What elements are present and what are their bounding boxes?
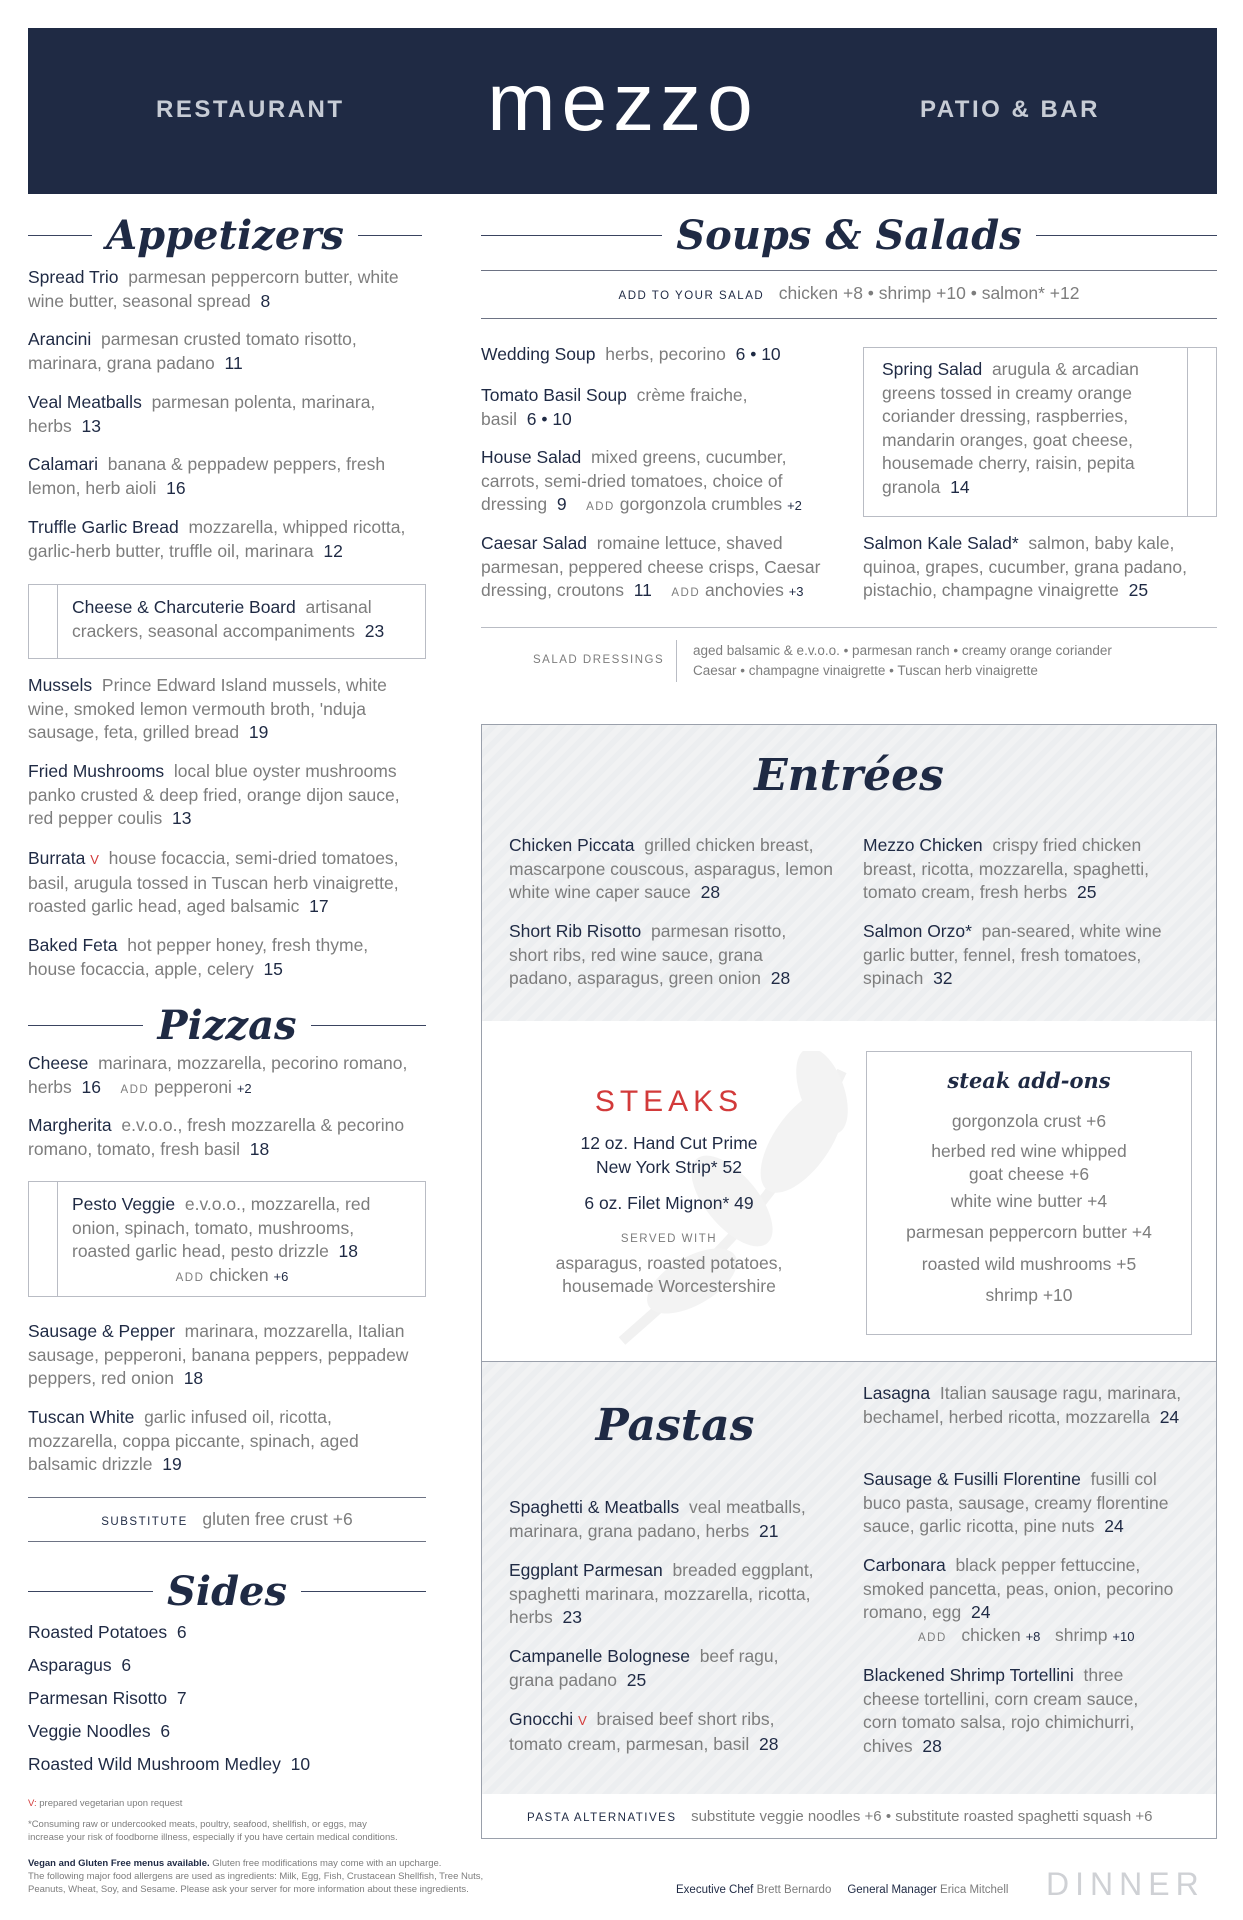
steak-item: 12 oz. Hand Cut Prime New York Strip* 52 [580,1133,758,1177]
divider [28,1541,426,1542]
menu-item: Campanelle Bolognese beef ragu, grana padano 25 [509,1646,779,1690]
salad-dressings-list: aged balsamic & e.v.o.o. • parmesan ranch • creamy orange coriander Caesar • champagne vinaigrette • Tuscan herb vinaigrette [693,643,1112,678]
sides-heading [28,1568,426,1615]
soups-salads-title: Soups & Salads [676,212,1022,259]
menu-item: Lasagna Italian sausage ragu, marinara, bechamel, herbed ricotta, mozzarella 24 [863,1383,1182,1427]
appetizers-heading [28,212,422,259]
staff-credits: Executive Chef Brett Bernardo General Manager Erica Mitchell [676,1884,1009,1896]
allergen-note: Vegan and Gluten Free menus available. Gluten free modifications may come with an upcharge. The following major food allergens are used as ingredients: Milk, Egg, Fish, Crustacean Shellfish, Tree Nuts, Peanuts, Wheat, Soy, and Sesame. Please ask your server for more information about these ingredients. [28,1858,484,1895]
menu-item: Margherita e.v.o.o., fresh mozzarella & pecorino romano, tomato, fresh basil 18 [28,1115,405,1159]
steak-served-with: SERVED WITH asparagus, roasted potatoes, housemade Worcestershire [555,1233,783,1296]
side-item: Asparagus 6 [28,1655,132,1675]
steak-item: 6 oz. Filet Mignon* 49 [584,1193,754,1213]
menu-item: Truffle Garlic Bread mozzarella, whipped ricotta, garlic-herb butter, truffle oil, marinara 12 [28,517,406,561]
steak-addons-list: gorgonzola crust +6 herbed red wine whipped goat cheese +6 white wine butter +4 parmesan peppercorn butter +4 roasted wild mushrooms +5 shrimp +10 [906,1111,1152,1305]
menu-item: Cheese & Charcuterie Board artisanal crackers, seasonal accompaniments 23 [72,597,385,641]
menu-item: House Salad mixed greens, cucumber, carrots, semi-dried tomatoes, choice of dressing 9 ADD gorgonzola crumbles +2 [481,447,802,514]
pasta-alternatives: PASTA ALTERNATIVES substitute veggie noodles +6 • substitute roasted spaghetti squash +6 [481,1794,1217,1839]
menu-item: Blackened Shrimp Tortellini three cheese tortellini, corn cream sauce, corn tomato salsa, rojo chimichurri, chives 28 [863,1665,1139,1756]
divider [28,1497,426,1498]
menu-type-label: DINNER [1046,1866,1205,1902]
divider [481,270,1217,271]
menu-item: Spring Salad arugula & arcadian greens tossed in creamy orange coriander dressing, raspberries, mandarin oranges, goat cheese, housemade cherry, raisin, pepita granola 14 [882,359,1139,497]
menu-item: Calamari banana & peppadew peppers, fresh lemon, herb aioli 16 [28,454,386,498]
header-restaurant: RESTAURANT [156,96,345,123]
add-on: ADD chicken +6 [175,1265,289,1285]
menu-item: Chicken Piccata grilled chicken breast, mascarpone couscous, asparagus, lemon white wine caper sauce 28 [509,835,833,902]
add-on: ADD chicken +8 shrimp +10 [918,1625,1135,1645]
steak-addons-title: steak add-ons [947,1068,1111,1093]
side-item: Roasted Wild Mushroom Medley 10 [28,1754,311,1774]
appetizers-title: Appetizers [106,212,344,259]
header-banner [28,28,1217,194]
side-item: Parmesan Risotto 7 [28,1688,187,1708]
logo: mezzo [487,57,759,148]
header-patio-bar: PATIO & BAR [920,96,1100,123]
menu-item: Baked Feta hot pepper honey, fresh thyme, house focaccia, apple, celery 15 [28,935,369,979]
side-item: Veggie Noodles 6 [28,1721,171,1741]
pizzas-title: Pizzas [157,1002,297,1049]
menu-item: Sausage & Fusilli Florentine fusilli col buco pasta, sausage, creamy florentine sauce, garlic ricotta, pine nuts 24 [863,1469,1169,1536]
menu-item: Mezzo Chicken crispy fried chicken breast, ricotta, mozzarella, spaghetti, tomato cream, fresh herbs 25 [863,835,1149,902]
menu-item: Gnocchi V braised beef short ribs, tomato cream, parmesan, basil 28 [509,1709,779,1754]
sides-title: Sides [166,1568,288,1615]
menu-item: Spread Trio parmesan peppercorn butter, white wine butter, seasonal spread 8 [28,267,399,311]
menu-item: Pesto Veggie e.v.o.o., mozzarella, red onion, spinach, tomato, mushrooms, roasted garlic head, pesto drizzle 18 [72,1194,371,1261]
menu-item: Salmon Orzo* pan-seared, white wine garlic butter, fennel, fresh tomatoes, spinach 32 [863,921,1162,988]
pizza-substitute: SUBSTITUTE gluten free crust +6 [101,1509,353,1529]
menu-item: Tomato Basil Soup crème fraiche, basil 6 • 10 [481,385,748,429]
menu-item: Fried Mushrooms local blue oyster mushrooms panko crusted & deep fried, orange dijon sauce, red pepper coulis 13 [28,761,400,828]
menu-item: Eggplant Parmesan breaded eggplant, spaghetti marinara, mozzarella, ricotta, herbs 23 [509,1560,814,1627]
menu-item: Sausage & Pepper marinara, mozzarella, Italian sausage, pepperoni, banana peppers, peppadew peppers, red onion 18 [28,1321,409,1388]
consume-note: *Consuming raw or undercooked meats, poultry, seafood, shellfish, or eggs, may increase your risk of foodborne illness, especially if you have certain medical conditions. [28,1819,398,1843]
menu-item: Cheese marinara, mozzarella, pecorino romano, herbs 16 ADD pepperoni +2 [28,1053,408,1097]
menu-item: Mussels Prince Edward Island mussels, white wine, smoked lemon vermouth broth, 'nduja sausage, feta, grilled bread 19 [28,675,387,742]
pastas-title: Pastas [595,1400,755,1451]
salad-dressings [481,640,1217,682]
divider [481,318,1217,319]
entrees-title: Entrées [754,750,944,801]
vegetarian-mark: V [578,1713,587,1728]
divider [481,627,1217,628]
vegetarian-note: V: prepared vegetarian upon request [28,1798,183,1809]
menu-item: Carbonara black pepper fettuccine, smoked pancetta, peas, onion, pecorino romano, egg 24 [863,1555,1174,1622]
side-item: Roasted Potatoes 6 [28,1622,187,1642]
pizzas-heading [28,1002,426,1049]
soups-salads-heading [481,212,1217,259]
salad-dressings-label: SALAD DRESSINGS [533,654,665,666]
menu-item: Burrata V house focaccia, semi-dried tomatoes, basil, arugula tossed in Tuscan herb vinaigrette, roasted garlic head, aged balsamic 17 [28,848,399,916]
menu-item: Veal Meatballs parmesan polenta, marinara, herbs 13 [28,392,376,436]
vegetarian-mark: V [90,852,99,867]
menu-item: Spaghetti & Meatballs veal meatballs, marinara, grana padano, herbs 21 [509,1497,806,1541]
menu-item: Short Rib Risotto parmesan risotto, short ribs, red wine sauce, grana padano, asparagus, green onion 28 [509,921,791,988]
salad-add-ons: ADD TO YOUR SALAD chicken +8 • shrimp +10 • salmon* +12 [618,283,1080,303]
menu-item: Arancini parmesan crusted tomato risotto, marinara, grana padano 11 [28,329,357,373]
menu-item: Tuscan White garlic infused oil, ricotta, mozzarella, coppa piccante, spinach, aged balsamic drizzle 19 [28,1407,359,1474]
menu-item: Caesar Salad romaine lettuce, shaved parmesan, peppered cheese crisps, Caesar dressing, croutons 11 ADD anchovies +3 [481,533,821,600]
menu-item: Salmon Kale Salad* salmon, baby kale, quinoa, grapes, cucumber, grana padano, pistachio, champagne vinaigrette 25 [863,533,1187,600]
steaks-title: STEAKS [594,1085,744,1118]
menu-item: Wedding Soup herbs, pecorino 6 • 10 [481,344,781,364]
